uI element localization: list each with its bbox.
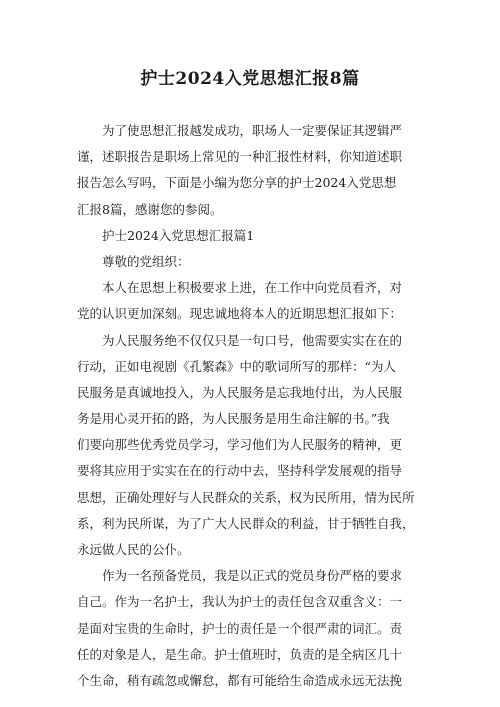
paragraph [77,275,437,327]
text-line: 作为一名预备党员，我是以正式的党员身份严格的要求 [102,568,403,584]
text-line: 是面对宝贵的生命时，护士的责任是一个很严肃的词汇。责 [77,620,403,636]
paragraph [77,118,437,223]
text-line: 务是用心灵开拓的路，为人民服务是用生命注解的书。”我 [77,411,390,427]
text-line: 护士2024入党思想汇报篇1 [102,227,255,243]
text-line: 任的对象是人，是生命。护士值班时，负责的是全病区几十 [77,646,403,662]
text-line: 要将其应用于实实在在的行动中去，坚持科学发展观的指导 [77,463,403,479]
text-line: 汇报8篇，感谢您的参阅。 [77,201,223,217]
text-line: 报告怎么写吗，下面是小编为您分享的护士2024入党思想 [77,175,397,191]
text-line: 自己。作为一名护士，我认为护士的责任包含双重含义：一 [77,594,403,610]
text-line: 系，利为民所谋，为了广大人民群众的利益，甘于牺牲自我， [77,515,415,531]
text-line: 为人民服务绝不仅仅只是一句口号，他需要实实在在的 [102,332,403,348]
paragraph [77,328,437,564]
text-line: 行动，正如电视剧《孔繁森》中的歌词所写的那样：“为人 [77,358,396,374]
text-line: 永远做人民的公仆。 [77,542,190,557]
text-line: 党的认识更加深刻。现忠诚地将本人的近期思想汇报如下： [77,306,403,322]
text-line: 思想，正确处理好与人民群众的关系，权为民所用，情为民所 [77,489,415,505]
document-body [77,118,437,694]
paragraph [77,563,437,694]
text-line: 尊敬的党组织： [102,253,190,269]
paragraph [77,223,437,249]
document-title: 护士2024入党思想汇报8篇 [140,69,360,89]
text-line: 们要向那些优秀党员学习，学习他们为人民服务的精神，更 [77,437,403,453]
text-line: 本人在思想上积极要求上进，在工作中向党员看齐，对 [102,280,403,296]
text-line: 谨，述职报告是职场上常见的一种汇报性材料，你知道述职 [77,149,403,165]
paragraph [77,249,437,275]
text-line: 个生命，稍有疏忽或懈怠，都有可能给生命造成永远无法挽 [77,672,403,688]
text-line: 民服务是真诚地投入，为人民服务是忘我地付出，为人民服 [77,384,403,400]
text-line: 为了使思想汇报越发成功，职场人一定要保证其逻辑严 [102,123,403,138]
